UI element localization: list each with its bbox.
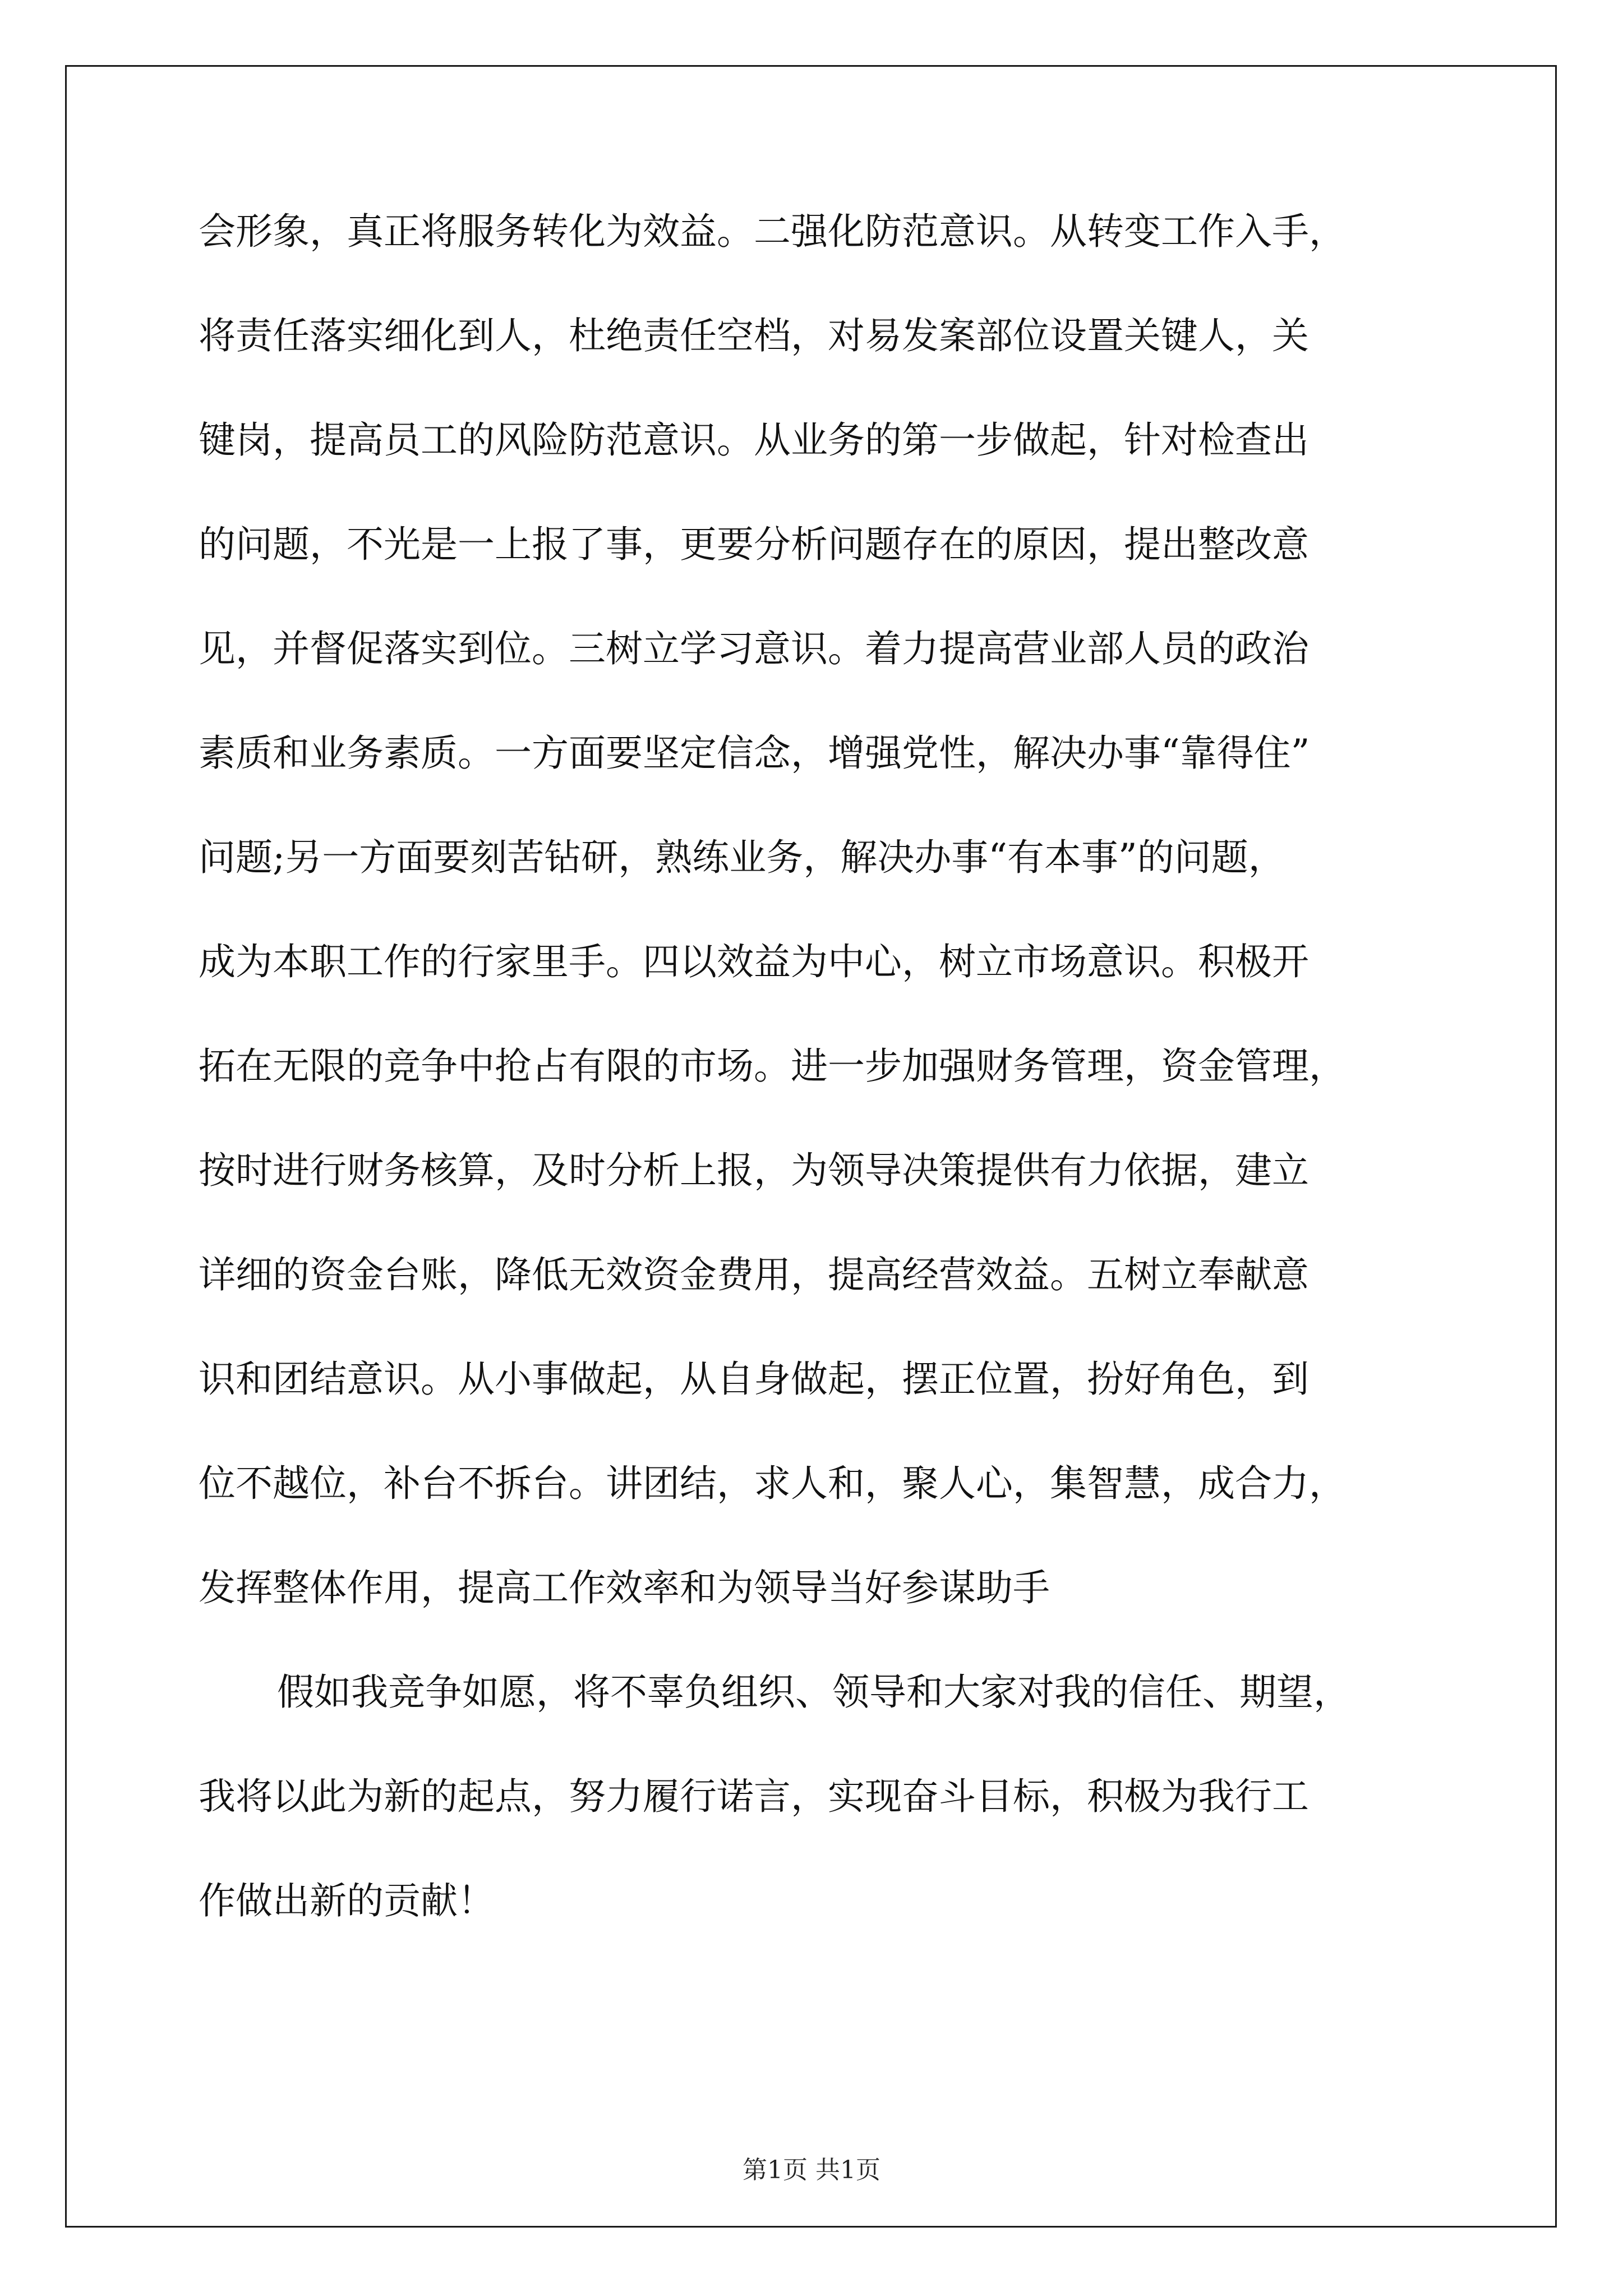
page-number-footer: 第1页 共1页 xyxy=(743,2156,880,2184)
text-line: 将责任落实细化到人，杜绝责任空档，对易发案部位设置关键人，关 xyxy=(199,314,1309,357)
text-line: 素质和业务素质。一方面要坚定信念，增强党性，解决办事“靠得住” xyxy=(199,731,1310,775)
text-line: 问题;另一方面要刻苦钻研，熟练业务，解决办事“有本事”的问题， xyxy=(199,836,1285,879)
text-line: 会形象，真正将服务转化为效益。二强化防范意识。从转变工作入手， xyxy=(199,210,1346,253)
text-line: 识和团结意识。从小事做起，从自身做起，摆正位置，扮好角色，到 xyxy=(199,1358,1309,1401)
text-line: 发挥整体作用，提高工作效率和为领导当好参谋助手 xyxy=(199,1566,1050,1609)
text-line: 拓在无限的竞争中抢占有限的市场。进一步加强财务管理，资金管理， xyxy=(199,1045,1346,1088)
document-body xyxy=(199,210,1432,1987)
text-line: 按时进行财务核算，及时分析上报，为领导决策提供有力依据，建立 xyxy=(199,1149,1309,1192)
text-line: 成为本职工作的行家里手。四以效益为中心，树立市场意识。积极开 xyxy=(199,940,1309,983)
text-line: 作做出新的贡献！ xyxy=(199,1879,495,1922)
text-line: 假如我竞争如愿，将不辜负组织、领导和大家对我的信任、期望， xyxy=(277,1671,1350,1714)
text-line: 见，并督促落实到位。三树立学习意识。着力提高营业部人员的政治 xyxy=(199,627,1309,670)
text-line: 位不越位，补台不拆台。讲团结，求人和，聚人心，集智慧，成合力， xyxy=(199,1462,1346,1505)
text-line: 我将以此为新的起点，努力履行诺言，实现奋斗目标，积极为我行工 xyxy=(199,1775,1309,1818)
text-line: 的问题，不光是一上报了事，更要分析问题存在的原因，提出整改意 xyxy=(199,523,1309,566)
text-line: 键岗，提高员工的风险防范意识。从业务的第一步做起，针对检查出 xyxy=(199,418,1309,462)
text-line: 详细的资金台账，降低无效资金费用，提高经营效益。五树立奉献意 xyxy=(199,1253,1309,1296)
